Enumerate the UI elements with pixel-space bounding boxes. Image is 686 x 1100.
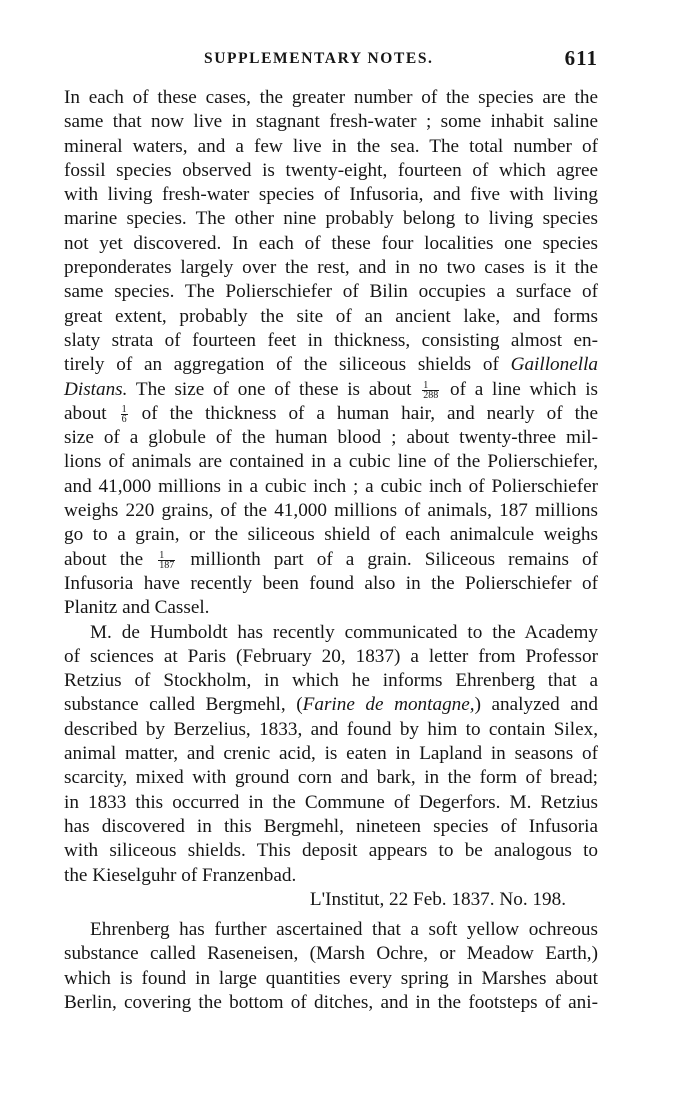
text-line: the Kieselguhr of Franzenbad. [64, 864, 297, 886]
fraction [422, 381, 439, 400]
text-line [64, 353, 598, 377]
page-body [64, 86, 598, 1015]
text-segment: about the [64, 548, 144, 570]
text-line [64, 693, 598, 717]
fraction-denominator: 187 [159, 559, 175, 571]
text-line: in 1833 this occurred in the Commune of Degerfors. M. Retzius [64, 791, 598, 813]
text-line: of sciences at Paris (February 20, 1837) a letter from Professor [64, 645, 598, 667]
text-line: preponderates largely over the rest, and in no two cases is it the [64, 257, 598, 279]
text-line: fossil species observed is twenty-eight, fourteen of which agree [64, 159, 598, 181]
text-line: Berlin, covering the bottom of ditches, and in the footsteps of ani- [64, 991, 598, 1013]
text-segment: The size of one of these is about [135, 378, 412, 400]
text-line: Retzius of Stockholm, in which he informs Ehrenberg that a [64, 670, 598, 692]
text-segment: tirely of an aggregation of the siliceous shields of [64, 354, 499, 376]
text-line: M. de Humboldt has recently communicated to the Academy [90, 621, 598, 643]
species-name: Distans. [64, 378, 128, 400]
page-header [64, 46, 598, 76]
fraction-numerator: 1 [422, 381, 439, 391]
text-line: Ehrenberg has further ascertained that a soft yellow ochreous [90, 919, 598, 941]
text-line: same species. The Polierschiefer of Bilin occupies a surface of [64, 281, 598, 303]
text-line: with living fresh-water species of Infusoria, and five with living [64, 184, 598, 206]
page-number: 611 [564, 46, 598, 70]
text-line: go to a grain, or the siliceous shield of each animalcule weighs [64, 524, 598, 546]
fraction-denominator: 288 [423, 389, 439, 401]
text-line: Planitz and Cassel. [64, 597, 210, 619]
text-segment: substance called Bergmehl, ( [64, 694, 303, 716]
text-segment: ) analyzed and [474, 694, 598, 716]
italic-term: Farine de montagne, [302, 694, 475, 716]
running-head: SUPPLEMENTARY NOTES. [204, 50, 434, 67]
text-line: weighs 220 grains, of the 41,000 millions of animals, 187 millions [64, 500, 598, 522]
text-line [64, 548, 598, 572]
text-line: animal matter, and crenic acid, is eaten in Lapland in seasons of [64, 743, 598, 765]
species-name: Gaillonella [510, 354, 598, 376]
text-line: size of a globule of the human blood ; about twenty-three mil- [64, 427, 598, 449]
text-line: In each of these cases, the greater number of the species are the [64, 87, 598, 108]
fraction-numerator: 1 [121, 403, 127, 415]
text-line: and 41,000 millions in a cubic inch ; a cubic inch of Polierschiefer [64, 475, 598, 497]
text-line: slaty strata of fourteen feet in thickness, consisting almost en- [64, 329, 598, 351]
text-line: has discovered in this Bergmehl, nineteen species of Infusoria [64, 815, 598, 837]
text-line [64, 378, 598, 402]
text-segment: about [64, 402, 107, 424]
fraction [121, 405, 128, 424]
fraction-numerator: 1 [158, 551, 175, 561]
text-segment: of a line which is [449, 378, 599, 400]
text-line: great extent, probably the site of an ancient lake, and forms [64, 305, 598, 327]
text-line: mineral waters, and a few live in the sea. The total number of [64, 135, 598, 157]
citation-line: L'Institut, 22 Feb. 1837. No. 198. [309, 888, 566, 910]
text-line: marine species. The other nine probably belong to living species [64, 208, 598, 230]
fraction [158, 551, 175, 570]
text-line: Infusoria have recently been found also in the Polierschiefer of [64, 572, 598, 594]
text-line: which is found in large quantities every spring in Marshes about [64, 967, 598, 989]
text-segment: of the thickness of a human hair, and nearly of the [141, 402, 599, 424]
text-segment: millionth part of a grain. Siliceous remains of [190, 548, 598, 570]
text-line: same that now live in stagnant fresh-water ; some inhabit saline [64, 111, 598, 133]
text-line: with siliceous shields. This deposit appears to be analogous to [64, 840, 598, 862]
text-line: scarcity, mixed with ground corn and bark, in the form of bread; [64, 767, 598, 789]
text-line: described by Berzelius, 1833, and found by him to contain Silex, [64, 718, 598, 740]
text-line: not yet discovered. In each of these four localities one species [64, 232, 598, 254]
text-line [64, 402, 598, 426]
text-line: substance called Raseneisen, (Marsh Ochre, or Meadow Earth,) [64, 943, 598, 965]
fraction-denominator: 6 [121, 413, 127, 425]
text-line: lions of animals are contained in a cubic line of the Polierschiefer, [64, 451, 598, 473]
